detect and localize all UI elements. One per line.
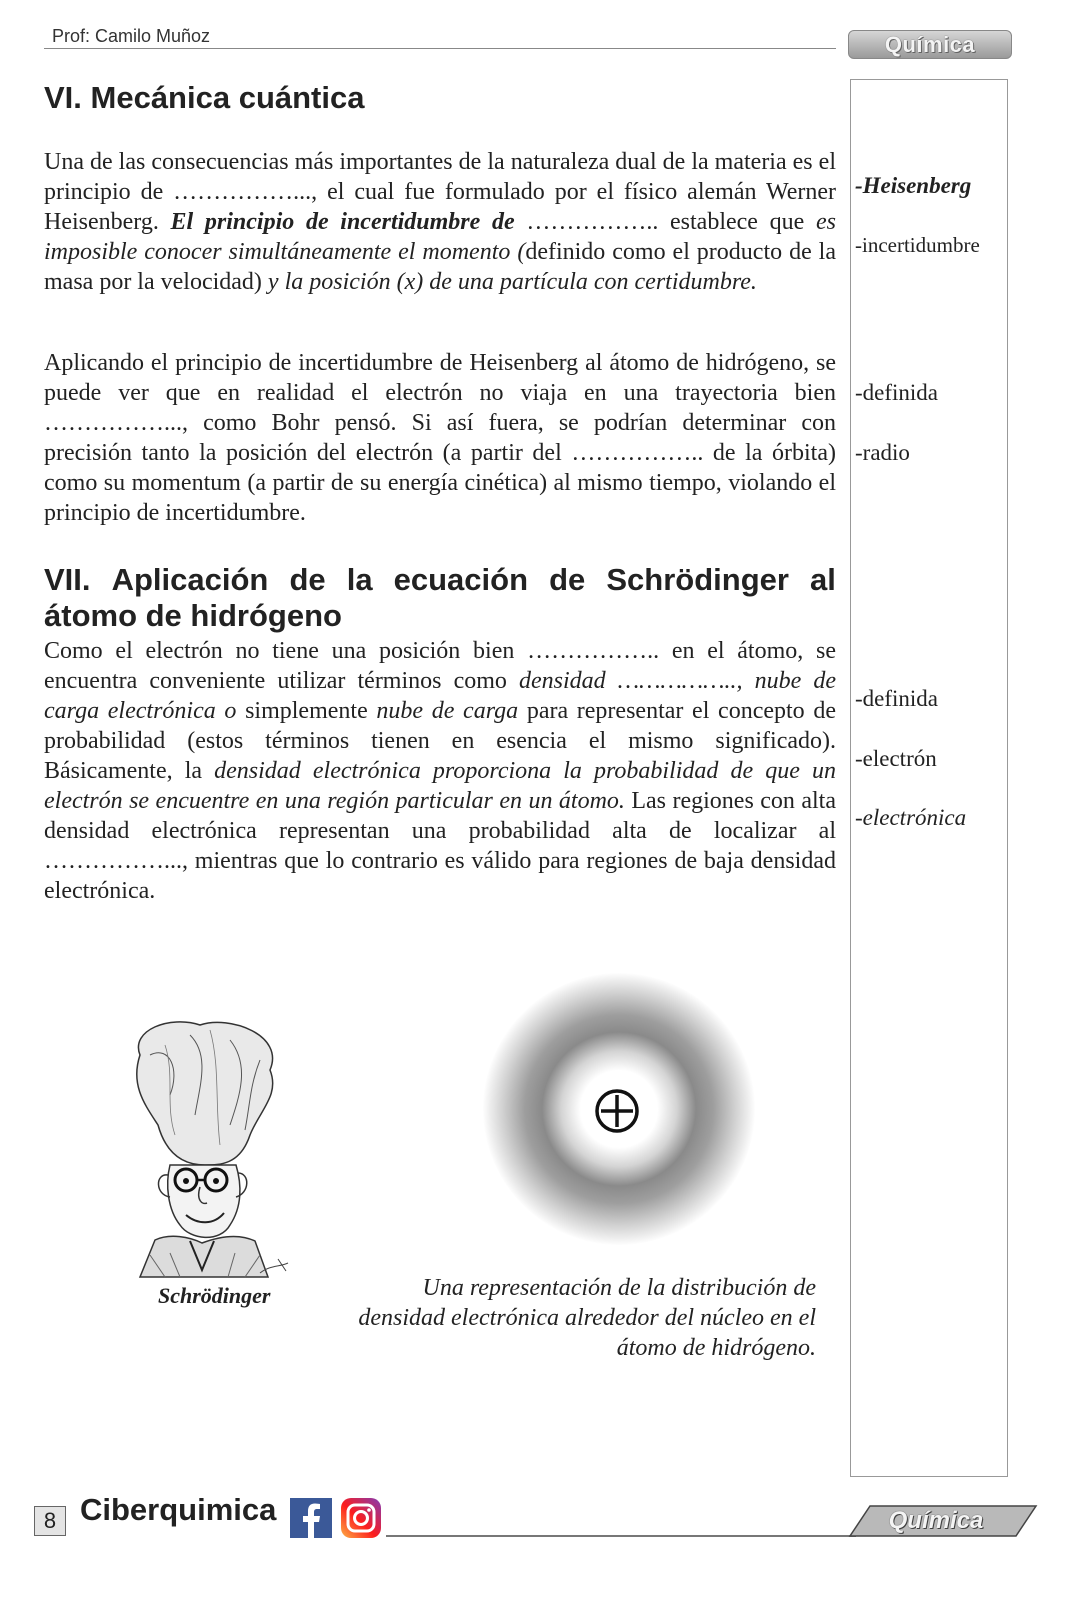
page-number: 8 — [34, 1506, 66, 1536]
text-span: Las regiones con alta densidad electrónica representan una probabilidad alta de localizar al ……………..., mientras que lo contrario es válido para regiones de baja densidad electrónica. — [44, 788, 836, 904]
instagram-icon[interactable] — [340, 1498, 382, 1538]
paragraph-bohr: Aplicando el principio de incertidumbre de Heisenberg al átomo de hidrógeno, se puede ver que en realidad el electrón no viaja en una trayectoria bien ……………..., como Bohr pensó. Si así fuera, se podrían determinar con precisión tanto la posición del electrón (a partir del …………….. de la órbita) como su momentum (a partir de su energía cinética) al mismo tiempo, violando el principio de incertidumbre. — [44, 350, 836, 526]
brand-name: Ciberquimica — [80, 1492, 277, 1527]
title-word: al — [810, 562, 836, 597]
title-word: Aplicación — [111, 562, 269, 597]
answer-heisenberg: -Heisenberg — [855, 173, 972, 198]
header-divider — [44, 48, 836, 49]
answer-definida-2: -definida — [855, 686, 939, 711]
answer-incertidumbre: -incertidumbre — [855, 233, 980, 257]
text-span: definido como el producto de la masa por la velocidad) — [44, 239, 836, 295]
title-word: la — [346, 562, 373, 597]
paragraph-heisenberg — [44, 147, 836, 297]
text-span: Como el electrón no tiene una posición bien …………….. en el átomo, se encuentra conveniente utilizar términos como — [44, 638, 836, 694]
title-word: VII. — [44, 562, 91, 597]
text-span: es imposible conocer simultáneamente el momento ( — [44, 209, 836, 265]
portrait-signature: Schrödinger — [158, 1283, 271, 1308]
section-title-schrodinger — [44, 562, 836, 634]
plus-circle-icon — [593, 1087, 641, 1135]
answer-column — [850, 79, 1008, 1477]
subject-tab: Química — [848, 30, 1012, 59]
text-span: …………….. establece que — [514, 209, 816, 235]
author-name: Prof: Camilo Muñoz — [52, 26, 211, 46]
answer-electronica: -electrónica — [855, 805, 967, 830]
facebook-icon[interactable] — [290, 1498, 332, 1538]
answer-radio: -radio — [855, 440, 910, 465]
text-span: densidad electrónica proporciona la probabilidad de que un electrón se encuentre en una región particular en un átomo. — [44, 758, 837, 814]
section-title-mecanica-cuantica: VI. Mecánica cuántica — [44, 80, 365, 115]
title-word: de — [549, 562, 586, 597]
text-span: densidad …………….., — [519, 668, 743, 694]
text-span: Una de las consecuencias más importantes de la naturaleza dual de la materia es el principio de ……………..., el cual fue formulado por el físico alemán Werner Heisenberg. — [44, 149, 836, 235]
title-line-1 — [44, 562, 836, 598]
title-word: ecuación — [393, 562, 529, 597]
text-span: nube de carga — [376, 698, 519, 724]
paragraph-densidad — [44, 636, 836, 906]
answer-electron: -electrón — [855, 746, 937, 771]
schrodinger-caricature-image — [110, 1015, 300, 1315]
text-span: nube de carga electrónica o — [44, 668, 836, 724]
text-span: simplemente — [236, 698, 377, 724]
answer-definida-1: -definida — [855, 380, 939, 405]
text-span: para representar el concepto de probabilidad (estos términos tienen en esencia el mismo significado). Básicamente, la — [44, 698, 836, 784]
text-span: El principio de incertidumbre de — [170, 209, 515, 235]
title-word: de — [289, 562, 326, 597]
figure-caption: Una representación de la distribución de densidad electrónica alrededor del núcleo en el átomo de hidrógeno. — [358, 1275, 816, 1361]
title-line-2: átomo de hidrógeno — [44, 598, 342, 633]
footer-subject-label: Química — [888, 1507, 984, 1534]
text-span: y la posición (x) de una partícula con certidumbre. — [267, 269, 757, 295]
footer-divider — [386, 1535, 856, 1537]
title-word: Schrödinger — [606, 562, 789, 597]
